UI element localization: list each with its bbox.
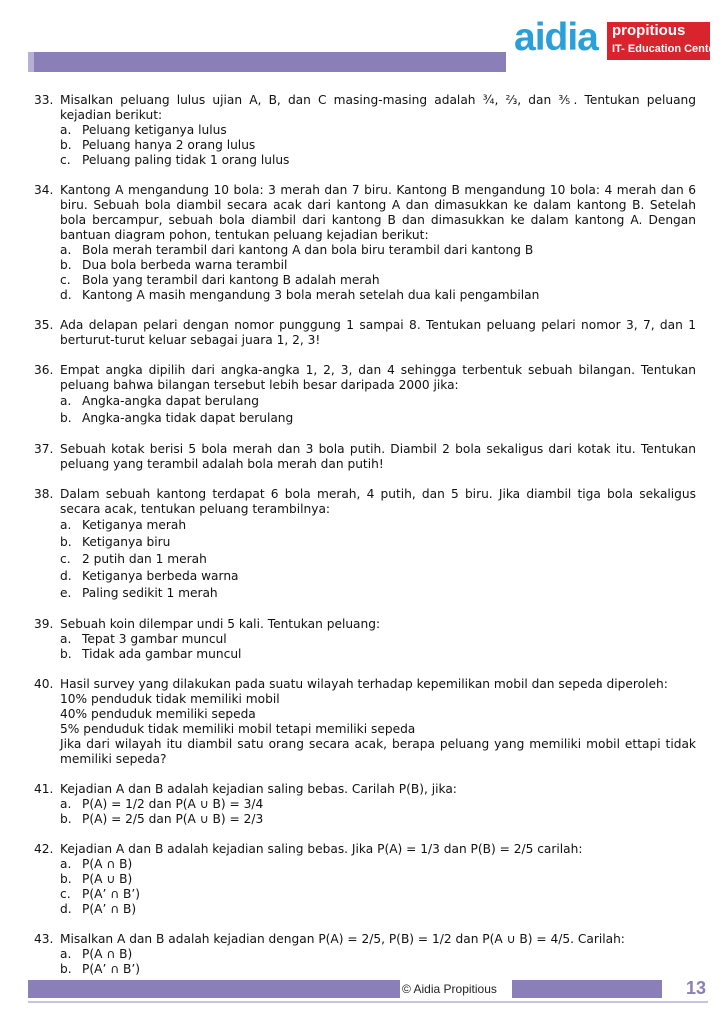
question-text [60, 842, 696, 917]
question-line: Kejadian A dan B adalah kejadian saling bebas. Jika P(A) = 1/3 dan P(B) = 2/5 carilah: [60, 842, 583, 856]
question-item [34, 93, 696, 168]
footer-band-right [512, 980, 662, 998]
sub-question [60, 632, 696, 647]
question-number: 39. [34, 617, 54, 631]
sub-question-label: b. [60, 138, 72, 152]
sub-question-label: a. [60, 518, 72, 532]
sub-question [60, 153, 696, 168]
sub-question-label: b. [60, 962, 72, 976]
sub-question-label: a. [60, 394, 72, 408]
question-item [34, 183, 696, 303]
question-item [34, 932, 696, 977]
logo-tagline: IT- Education Center [612, 43, 719, 55]
sub-question-label: e. [60, 586, 72, 600]
sub-question-text: Peluang ketiganya lulus [82, 123, 227, 137]
question-item [34, 487, 696, 602]
question-text [60, 363, 696, 427]
sub-question-label: d. [60, 902, 72, 916]
sub-question [60, 902, 696, 917]
sub-question-label: b. [60, 872, 72, 886]
sub-question-text: Bola merah terambil dari kantong A dan bola biru terambil dari kantong B [82, 243, 534, 257]
question-number: 42. [34, 842, 54, 856]
sub-question-label: b. [60, 812, 72, 826]
sub-question [60, 410, 696, 427]
question-text [60, 183, 696, 303]
sub-question [60, 517, 696, 534]
question-line: Empat angka dipilih dari angka-angka 1, 2, 3, dan 4 sehingga terbentuk sebuah bilangan. Tentukan peluang bahwa bilangan tersebut lebih besar daripada 2000 jika: [60, 363, 696, 392]
question-number: 37. [34, 442, 54, 456]
header-band [28, 52, 506, 72]
sub-question-label: a. [60, 632, 72, 646]
question-line: 40% penduduk memiliki sepeda [60, 707, 256, 721]
sub-question-text: P(A’ ∩ B’) [82, 887, 140, 901]
question-item [34, 617, 696, 662]
sub-question [60, 568, 696, 585]
sub-question-text: P(A) = 2/5 dan P(A ∪ B) = 2/3 [82, 812, 264, 826]
question-line: Misalkan A dan B adalah kejadian dengan P(A) = 2/5, P(B) = 1/2 dan P(A ∪ B) = 4/5. Carilah: [60, 932, 625, 946]
page-header [0, 0, 728, 76]
question-line: 5% penduduk tidak memiliki mobil tetapi memiliki sepeda [60, 722, 416, 736]
sub-question-text: Tidak ada gambar muncul [82, 647, 242, 661]
sub-question-text: Ketiganya berbeda warna [82, 569, 239, 583]
question-line: Sebuah kotak berisi 5 bola merah dan 3 bola putih. Diambil 2 bola sekaligus dari kotak itu. Tentukan peluang yang terambil adalah bola merah dan putih! [60, 442, 696, 471]
sub-question-text: Peluang hanya 2 orang lulus [82, 138, 256, 152]
question-number: 43. [34, 932, 54, 946]
question-item [34, 442, 696, 472]
sub-question [60, 887, 696, 902]
sub-question-label: b. [60, 647, 72, 661]
sub-question-text: Angka-angka tidak dapat berulang [82, 411, 294, 425]
sub-question-text: Angka-angka dapat berulang [82, 394, 259, 408]
question-line: Jika dari wilayah itu diambil satu orang secara acak, berapa peluang yang memiliki mobil ettapi tidak memiliki sepeda? [60, 737, 696, 766]
question-number: 38. [34, 487, 54, 501]
question-line: Misalkan peluang lulus ujian A, B, dan C masing-masing adalah ¾, ⅔, dan ⅗. Tentukan peluang kejadian berikut: [60, 93, 696, 122]
question-number: 40. [34, 677, 54, 691]
footer-rule [28, 1001, 708, 1003]
sub-question-text: P(A ∩ B) [82, 947, 133, 961]
sub-question-label: a. [60, 243, 72, 257]
sub-question-label: c. [60, 552, 71, 566]
sub-question [60, 258, 696, 273]
page-number: 13 [685, 978, 706, 998]
page-footer [0, 975, 728, 1015]
sub-question [60, 872, 696, 887]
question-line: Ada delapan pelari dengan nomor punggung 1 sampai 8. Tentukan peluang pelari nomor 3, 7, dan 1 berturut-turut keluar sebagai juara 1, 2, 3! [60, 318, 696, 347]
sub-question-text: P(A’ ∩ B) [82, 902, 137, 916]
question-number: 33. [34, 93, 54, 107]
footer-band-left [28, 980, 400, 998]
sub-question-label: d. [60, 569, 72, 583]
sub-question-label: c. [60, 887, 71, 901]
sub-question [60, 585, 696, 602]
sub-question-text: 2 putih dan 1 merah [82, 552, 207, 566]
question-line: Kejadian A dan B adalah kejadian saling bebas. Carilah P(B), jika: [60, 782, 457, 796]
sub-question-text: Dua bola berbeda warna terambil [82, 258, 288, 272]
sub-question [60, 138, 696, 153]
sub-question [60, 534, 696, 551]
sub-question [60, 123, 696, 138]
sub-question [60, 647, 696, 662]
sub-question [60, 243, 696, 258]
sub-question-text: Paling sedikit 1 merah [82, 586, 218, 600]
question-number: 41. [34, 782, 54, 796]
sub-question [60, 812, 696, 827]
sub-question-text: Ketiganya biru [82, 535, 171, 549]
question-text [60, 932, 696, 977]
sub-question [60, 797, 696, 812]
question-text [60, 782, 696, 827]
question-list [34, 93, 696, 992]
question-item [34, 318, 696, 348]
logo-word: aidia [514, 16, 598, 59]
question-text [60, 318, 696, 348]
sub-question-text: Ketiganya merah [82, 518, 187, 532]
question-line: Sebuah koin dilempar undi 5 kali. Tentukan peluang: [60, 617, 381, 631]
question-item [34, 677, 696, 767]
sub-question-text: Bola yang terambil dari kantong B adalah merah [82, 273, 380, 287]
question-item [34, 363, 696, 427]
sub-question-label: a. [60, 857, 72, 871]
sub-question-text: P(A ∩ B) [82, 857, 133, 871]
logo-brand: propitious [612, 22, 686, 39]
sub-question-label: b. [60, 258, 72, 272]
sub-question [60, 273, 696, 288]
sub-question-label: a. [60, 123, 72, 137]
sub-question-label: a. [60, 797, 72, 811]
question-number: 35. [34, 318, 54, 332]
sub-question-label: b. [60, 535, 72, 549]
sub-question [60, 393, 696, 410]
footer-copyright: © Aidia Propitious [402, 982, 497, 996]
sub-question-text: P(A ∪ B) [82, 872, 133, 886]
sub-question [60, 857, 696, 872]
sub-question [60, 551, 696, 568]
question-line: Hasil survey yang dilakukan pada suatu wilayah terhadap kepemilikan mobil dan sepeda diperoleh: [60, 677, 668, 691]
question-text [60, 617, 696, 662]
sub-question-text: P(A) = 1/2 dan P(A ∪ B) = 3/4 [82, 797, 264, 811]
question-line: Kantong A mengandung 10 bola: 3 merah dan 7 biru. Kantong B mengandung 10 bola: 4 merah dan 6 biru. Sebuah bola diambil secara acak dari kantong A dan dimasukkan ke dalam kantong B. Setelah bola bercampur, sebuah bola diambil dari kantong B dan dimasukkan ke dalam kantong A. Dengan bantuan diagram pohon, tentukan peluang kejadian berikut: [60, 183, 696, 242]
question-item [34, 842, 696, 917]
question-text [60, 487, 696, 602]
question-text [60, 93, 696, 168]
sub-question-label: c. [60, 273, 71, 287]
sub-question-text: P(A’ ∩ B’) [82, 962, 140, 976]
sub-question-label: d. [60, 288, 72, 302]
sub-question-text: Kantong A masih mengandung 3 bola merah setelah dua kali pengambilan [82, 288, 540, 302]
question-item [34, 782, 696, 827]
question-text [60, 677, 696, 767]
sub-question-label: a. [60, 947, 72, 961]
sub-question [60, 288, 696, 303]
sub-question-text: Tepat 3 gambar muncul [82, 632, 227, 646]
question-line: Dalam sebuah kantong terdapat 6 bola merah, 4 putih, dan 5 biru. Jika diambil tiga bola sekaligus secara acak, tentukan peluang terambilnya: [60, 487, 696, 516]
sub-question [60, 947, 696, 962]
question-number: 36. [34, 363, 54, 377]
sub-question-text: Peluang paling tidak 1 orang lulus [82, 153, 290, 167]
question-text [60, 442, 696, 472]
sub-question-label: b. [60, 411, 72, 425]
question-line: 10% penduduk tidak memiliki mobil [60, 692, 280, 706]
sub-question-label: c. [60, 153, 71, 167]
question-number: 34. [34, 183, 54, 197]
